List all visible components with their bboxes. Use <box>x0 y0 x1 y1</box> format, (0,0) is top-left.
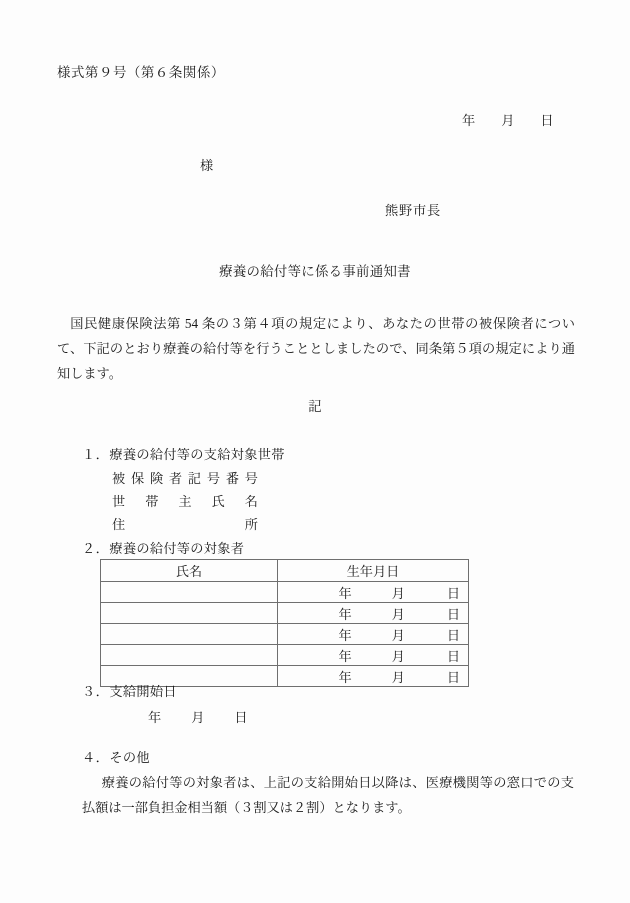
field-householder-name: 世帯主氏名 <box>112 494 258 509</box>
table-row <box>101 645 469 666</box>
cell-birthdate-day: 日 <box>446 627 460 643</box>
field-address: 住所 <box>112 517 258 532</box>
section-1-title: 療養の給付等の支給対象世帯 <box>109 447 285 462</box>
section-4-paragraph: 療養の給付等の対象者は、上記の支給開始日以降は、医療機関等の窓口での支払額は一部負担金相当額（３割又は２割）となります。 <box>82 775 574 815</box>
recipients-table <box>100 559 469 687</box>
section-4-number: ４． <box>82 750 110 765</box>
issue-date-day: 日 <box>540 113 554 128</box>
cell-name[interactable] <box>101 582 278 603</box>
payment-start-day: 日 <box>234 710 248 725</box>
cell-birthdate-year: 年 <box>338 627 352 643</box>
section-2-title: 療養の給付等の対象者 <box>109 541 245 556</box>
field-insured-symbol-number: 被保険者記号番号 <box>112 471 258 486</box>
cell-birthdate[interactable] <box>278 603 469 624</box>
body-paragraph: 国民健康保険法第 54 条の３第４項の規定により、あなたの世帯の被保険者について、下記のとおり療養の給付等を行うこととしましたので、同条第５項の規定により通知します。 <box>57 316 575 381</box>
note-marker: 記 <box>308 399 322 414</box>
cell-name[interactable] <box>101 645 278 666</box>
cell-birthdate-year: 年 <box>338 648 352 664</box>
issue-date-line <box>462 110 554 129</box>
cell-birthdate-month: 月 <box>391 627 405 643</box>
cell-birthdate-year: 年 <box>338 669 352 685</box>
cell-birthdate[interactable] <box>278 666 469 687</box>
table-header-row <box>101 560 469 582</box>
cell-birthdate-month: 月 <box>391 606 405 622</box>
cell-birthdate-year: 年 <box>338 585 352 601</box>
payment-start-date-line <box>148 707 248 726</box>
addressee-honorific: 様 <box>200 158 214 173</box>
cell-birthdate-month: 月 <box>391 585 405 601</box>
table-row <box>101 624 469 645</box>
section-1-number: １． <box>82 447 110 462</box>
column-header-birthdate: 生年月日 <box>278 560 469 582</box>
issue-date-month: 月 <box>501 113 515 128</box>
cell-birthdate-day: 日 <box>446 648 460 664</box>
section-1-heading <box>82 444 285 463</box>
section-1-field-list <box>112 467 258 536</box>
cell-name[interactable] <box>101 624 278 645</box>
section-3-title: 支給開始日 <box>109 684 177 699</box>
column-header-name: 氏名 <box>101 560 278 582</box>
cell-birthdate[interactable] <box>278 582 469 603</box>
table-row <box>101 582 469 603</box>
document-title: 療養の給付等に係る事前通知書 <box>219 264 411 279</box>
cell-birthdate[interactable] <box>278 624 469 645</box>
section-2-heading <box>82 538 244 557</box>
cell-name[interactable] <box>101 603 278 624</box>
cell-birthdate[interactable] <box>278 645 469 666</box>
issue-date-year: 年 <box>462 113 476 128</box>
section-3-heading <box>82 681 177 700</box>
section-4-heading <box>82 747 150 766</box>
section-4-title: その他 <box>109 750 150 765</box>
cell-birthdate-day: 日 <box>446 585 460 601</box>
payment-start-year: 年 <box>148 710 162 725</box>
section-2-number: ２． <box>82 541 110 556</box>
table-row <box>101 603 469 624</box>
section-3-number: ３． <box>82 684 110 699</box>
cell-birthdate-year: 年 <box>338 606 352 622</box>
sender-name: 熊野市長 <box>385 203 441 218</box>
cell-birthdate-day: 日 <box>446 606 460 622</box>
cell-birthdate-month: 月 <box>391 648 405 664</box>
cell-birthdate-day: 日 <box>446 669 460 685</box>
cell-birthdate-month: 月 <box>391 669 405 685</box>
form-number: 様式第９号（第６条関係） <box>57 65 225 80</box>
payment-start-month: 月 <box>191 710 205 725</box>
